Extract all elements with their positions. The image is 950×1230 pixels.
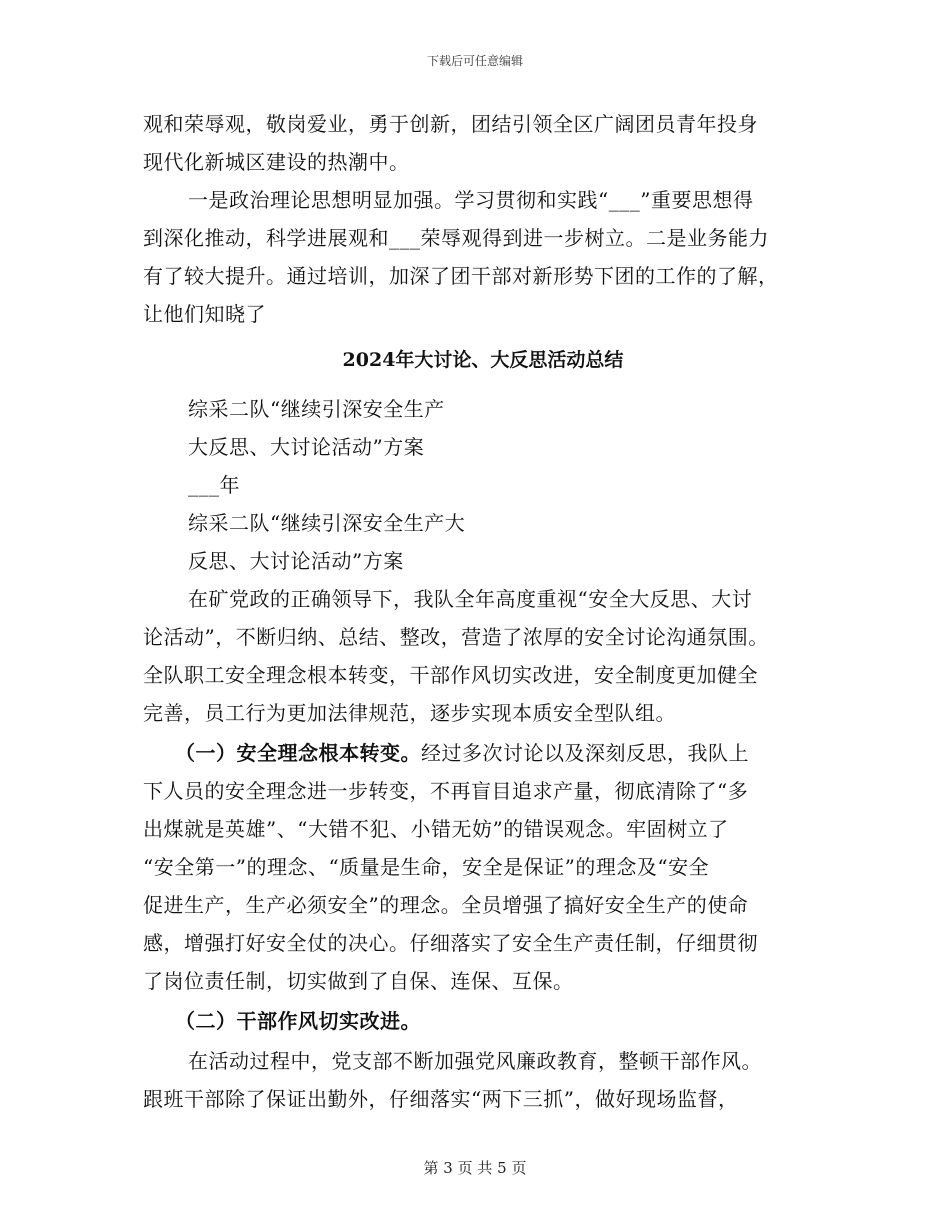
paragraph-line: 出煤就是英雄”、“大错不犯、小错无妨”的错误观念。牢固树立了 (143, 817, 729, 841)
section-heading-line (175, 733, 749, 773)
paragraph-line: 到深化推动，科学进展观和___荣辱观得到进一步树立。二是业务能力 (143, 226, 769, 250)
paragraph-line: 现代化新城区建设的热潮中。 (143, 150, 410, 174)
paragraph-line: 大反思、大讨论活动”方案 (188, 435, 425, 459)
page-header: 下载后可任意编辑 (426, 54, 523, 68)
paragraph-line: 促进生产，生产必须安全”的理念。全员增强了搞好安全生产的使命 (143, 893, 749, 917)
paragraph-line: 让他们知晓了 (143, 302, 266, 326)
page-footer: 第 3 页 共 5 页 (423, 1159, 527, 1177)
paragraph-line: 在矿党政的正确领导下，我队全年高度重视“安全大反思、大讨 (188, 587, 753, 611)
paragraph-line: 跟班干部除了保证出勤外，仔细落实“两下三抓”，做好现场监督， (143, 1087, 739, 1111)
paragraph-line: 全队职工安全理念根本转变，干部作风切实改进，安全制度更加健全 (143, 663, 758, 687)
section-heading: （一）安全理念根本转变。 (175, 741, 421, 765)
paragraph-line: 观和荣辱观，敬岗爱业，勇于创新，团结引领全区广阔团员青年投身 (143, 112, 758, 136)
paragraph-line: 下人员的安全理念进一步转变，不再盲目追求产量，彻底清除了“多 (143, 779, 749, 803)
paragraph-line: 反思、大讨论活动”方案 (188, 549, 404, 573)
paragraph-line: 了岗位责任制，切实做到了自保、连保、互保。 (143, 969, 574, 993)
section-heading: （二）干部作风切实改进。 (175, 1009, 421, 1033)
paragraph-line: 综采二队“继续引深安全生产 (188, 397, 445, 421)
paragraph-line: 论活动”，不断归纳、总结、整改，营造了浓厚的安全讨论沟通氛围。 (143, 625, 769, 649)
paragraph-line: 感，增强打好安全仗的决心。仔细落实了安全生产责任制，仔细贯彻 (143, 931, 758, 955)
paragraph-line: ___年 (188, 473, 240, 497)
paragraph-line: 一是政治理论思想明显加强。学习贯彻和实践“___”重要思想得 (188, 188, 754, 212)
paragraph-line: 在活动过程中，党支部不断加强党风廉政教育，整顿干部作风。 (188, 1049, 762, 1073)
paragraph-line: 完善，员工行为更加法律规范，逐步实现本质安全型队组。 (143, 701, 676, 725)
paragraph-line: “安全第一”的理念、“质量是生命，安全是保证”的理念及“安全 (143, 855, 710, 879)
document-title: 2024年大讨论、大反思活动总结 (342, 349, 624, 371)
paragraph-line: 有了较大提升。通过培训，加深了团干部对新形势下团的工作的了解， (143, 264, 779, 288)
paragraph-line: 综采二队“继续引深安全生产大 (188, 511, 466, 535)
paragraph-text: 经过多次讨论以及深刻反思，我队上 (421, 741, 749, 765)
